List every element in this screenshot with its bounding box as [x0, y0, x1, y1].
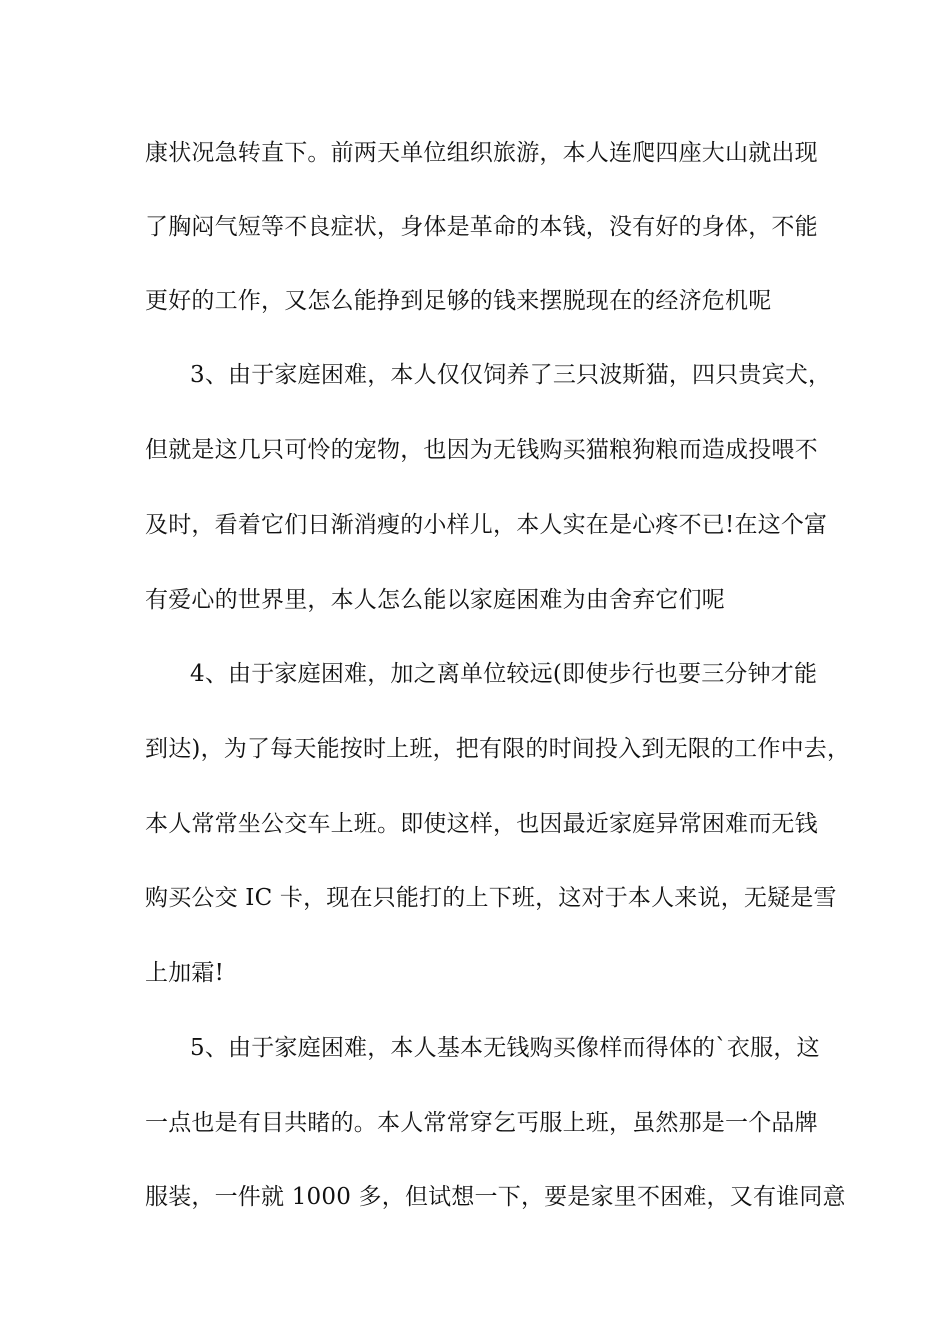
- paragraph-4-first-line: 4、由于家庭困难，加之离单位较远(即使步行也要三分钟才能: [190, 661, 818, 687]
- text-line: 康状况急转直下。前两天单位组织旅游，本人连爬四座大山就出现: [145, 140, 818, 166]
- text-line: 有爱心的世界里，本人怎么能以家庭困难为由舍弃它们呢: [145, 587, 725, 613]
- text-line: 了胸闷气短等不良症状，身体是革命的本钱，没有好的身体，不能: [145, 214, 818, 240]
- text-line: 上加霜!: [145, 960, 225, 986]
- paragraph-3-first-line: 3、由于家庭困难，本人仅仅饲养了三只波斯猫，四只贵宾犬，: [190, 362, 832, 388]
- text-line: 服装，一件就 1000 多，但试想一下，要是家里不困难，又有谁同意: [145, 1184, 846, 1210]
- text-line: 购买公交 IC 卡，现在只能打的上下班，这对于本人来说，无疑是雪: [145, 885, 837, 911]
- paragraph-5-first-line: 5、由于家庭困难，本人基本无钱购买像样而得体的`衣服，这: [190, 1035, 820, 1061]
- text-line: 一点也是有目共睹的。本人常常穿乞丐服上班，虽然那是一个品牌: [145, 1110, 818, 1136]
- text-line: 及时，看着它们日渐消瘦的小样儿，本人实在是心疼不已!在这个富: [145, 512, 828, 538]
- text-line: 到达)，为了每天能按时上班，把有限的时间投入到无限的工作中去，: [145, 736, 851, 762]
- text-line: 本人常常坐公交车上班。即使这样，也因最近家庭异常困难而无钱: [145, 811, 818, 837]
- text-line: 但就是这几只可怜的宠物，也因为无钱购买猫粮狗粮而造成投喂不: [145, 437, 818, 463]
- text-line: 更好的工作，又怎么能挣到足够的钱来摆脱现在的经济危机呢: [145, 288, 772, 314]
